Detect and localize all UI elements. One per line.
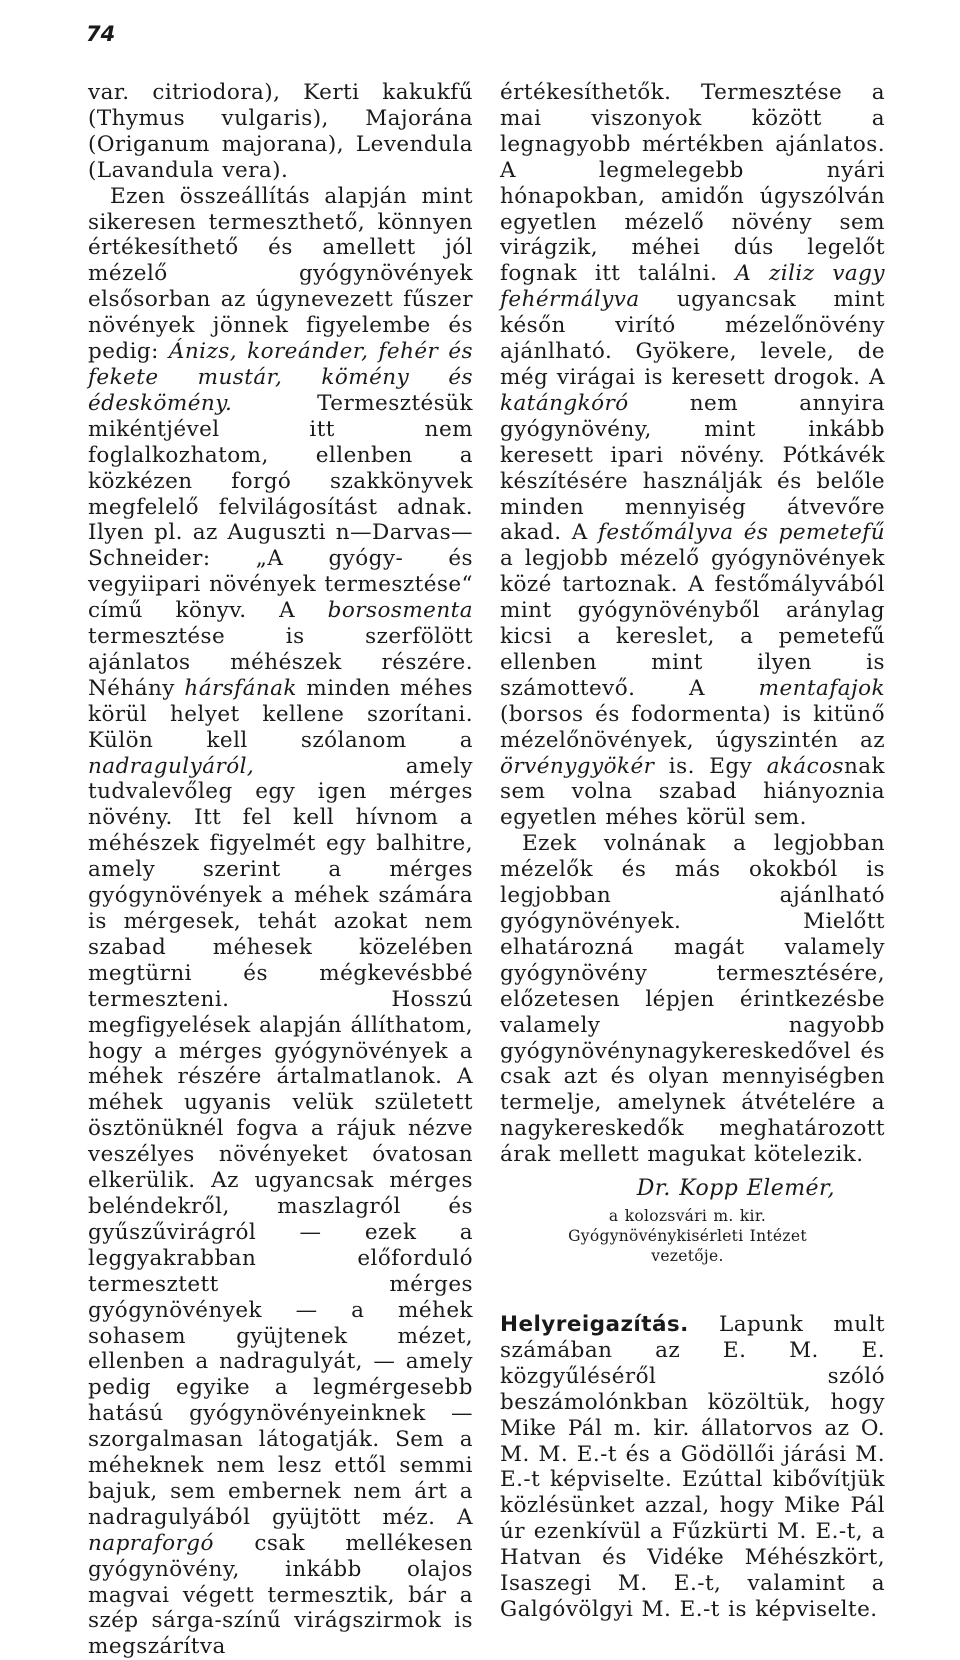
text-run: csak mellékesen gyógynövény, inkább olajos magvai végett termesztik, bár a szép sárga-színű virágszirmok is megszárítva — [88, 1530, 473, 1660]
emphasis-mentafajok: mentafajok — [758, 675, 885, 701]
signature-name: Dr. Kopp Elemér, — [636, 1176, 835, 1202]
emphasis-harsfanak: hársfának — [184, 675, 297, 701]
emphasis-borsosmenta: borsosmenta — [327, 598, 473, 624]
emphasis-nadragulyarol: nadragulyáról, — [88, 753, 255, 779]
page-number: 74 — [86, 22, 116, 46]
signature-block — [500, 1176, 885, 1266]
paragraph-continuation — [500, 80, 885, 831]
left-column — [88, 80, 473, 1660]
text-run: nak sem volna szabad hiányoznia egyetlen méhes körül sem. — [500, 753, 885, 831]
text-run: nem annyira gyógynövény, mint inkább keresett ipari növény. Pótkávék készítésére használják és belőle minden mennyiség átvevőre akad. A — [500, 390, 885, 546]
correction-text: Lapunk mult számában az E. M. E. közgyűléséről szóló beszámolónkban közöltük, hogy Mike Pál m. kir. állatorvos az O. M. M. E.-t és a Gödöllői járási M. E.-t képviselte. Ezúttal kibővítjük közlésünket azzal, hogy Mike Pál úr ezenkívül a Fűzkürti M. E.-t, a Hatvan és Vidéke Méhészkört, Isaszegi M. E.-t, valamint a Galgóvölgyi M. E.-t is képviselte. — [500, 1311, 885, 1622]
text-run: minden méhes körül helyet kellene szorítani. Külön kell szólanom a — [88, 675, 473, 753]
text-run: Termesztésük mikéntjével itt nem foglalkozhatom, ellenben a közkézen forgó szakkönyvek megfelelő felvilágosítást adnak. Ilyen pl. az Auguszti n—Darvas—Schneider: „A gyógy- és vegyiipari növények termesztése“ című könyv. A — [88, 390, 473, 624]
emphasis-orvenygyoker: örvénygyökér — [500, 753, 655, 779]
paragraph-species-list: var. citriodora), Kerti kakukfű (Thymus vulgaris), Majoránа (Origanum majorana), Levendula (Lavandula vera). — [88, 80, 473, 183]
text-run: ugyancsak mint későn virító mézelőnövény ajánlható. Gyökere, levele, de még virágai is keresett drogok. A — [500, 287, 885, 390]
right-column — [500, 80, 885, 1623]
text-run: Ezen összeállítás alapján mint sikeresen termeszthető, könnyen értékesíthető és amellett jól mézelő gyógynövények elsősorban az úgynevezett fűszer növények jönnek figyelembe és pedig: — [88, 183, 473, 365]
emphasis-katangkoro: katángkóró — [500, 390, 629, 416]
emphasis-napraforgo: napraforgó — [88, 1530, 214, 1556]
text-run: is. Egy — [654, 753, 767, 779]
emphasis-festomalyva: festőmályva és pemetefű — [598, 520, 885, 546]
paragraph-spice-plants — [88, 184, 473, 1660]
text-run: (borsos és fodormenta) is kitünő mézelőnövények, úgyszintén az — [500, 701, 885, 753]
text-run: termesztése is szerfölött ajánlatos méhészek részére. Néhány — [88, 624, 473, 701]
paragraph-correction — [500, 1312, 885, 1623]
text-run: a legjobb mézelő gyógynövények közé tartoznak. A festőmályvából mint gyógynövényből aránylag kicsi a kereslet, a pemetefű ellenben mint ilyen is számottevő. A — [500, 546, 885, 701]
emphasis-akacos: akácos — [766, 753, 844, 779]
signature-role: a kolozsvári m. kir. Gyógynövénykisérleti Intézet vezetője. — [568, 1206, 807, 1265]
emphasis-spices: Ánizs, koreánder, fehér és fekete mustár, kömény és édeskömény. — [88, 339, 473, 416]
text-run: értékesíthetők. Termesztése a mai viszonyok között a legnagyobb mértékben ajánlatos. A legmelegebb nyári hónapokban, amidőn úgyszólván egyetlen mézelő növény sem virágzik, méhei dús legelőt fognak itt találni. — [500, 80, 885, 287]
paragraph-advice: Ezek volnának a legjobban mézelők és más okokból is legjobban ajánlható gyógynövények. Mielőtt elhatározná magát valamely gyógynövény termesztésére, előzetesen lépjen érintkezésbe valamely nagyobb gyógynövénynagykereskedővel és csak azt és olyan mennyiségben termelje, amelynek átvételére a nagykereskedők meghatározott árak mellett magukat kötelezik. — [500, 831, 885, 1168]
correction-title: Helyreigazítás. — [500, 1311, 689, 1337]
text-run: amely tudvalevőleg egy igen mérges növény. Itt fel kell hívnom a méhészek figyelmét egy balhitre, amely szerint a mérges gyógynövények a méhek számára is mérgesek, tehát azokat nem szabad méhesek közelében megtürni és mégkevésbbé termeszteni. Hosszú megfigyelések alapján állíthatom, hogy a mérges gyógynövények a méhek részére ártalmatlanok. A méhek ugyanis velük született ösztönüknél fogva a rájuk nézve veszélyes növényeket óvatosan elkerülik. Az ugyancsak mérges beléndekről, maszlagról és gyűszűvirágról — ezek a leggyakrabban előforduló termesztett mérges gyógynövények — a méhek sohasem gyüjtenek mézet, ellenben a nadragulyát, — amely pedig egyike a legmérgesebb hatású gyógynövényeinknek — szorgalmasan látogatják. Sem a méheknek nem lesz ettől semmi bajuk, sem embernek nem árt a nadragulyából gyüjtött méz. A — [88, 753, 473, 1530]
emphasis-ziliz: A ziliz vagy fehérmályva — [500, 261, 885, 313]
